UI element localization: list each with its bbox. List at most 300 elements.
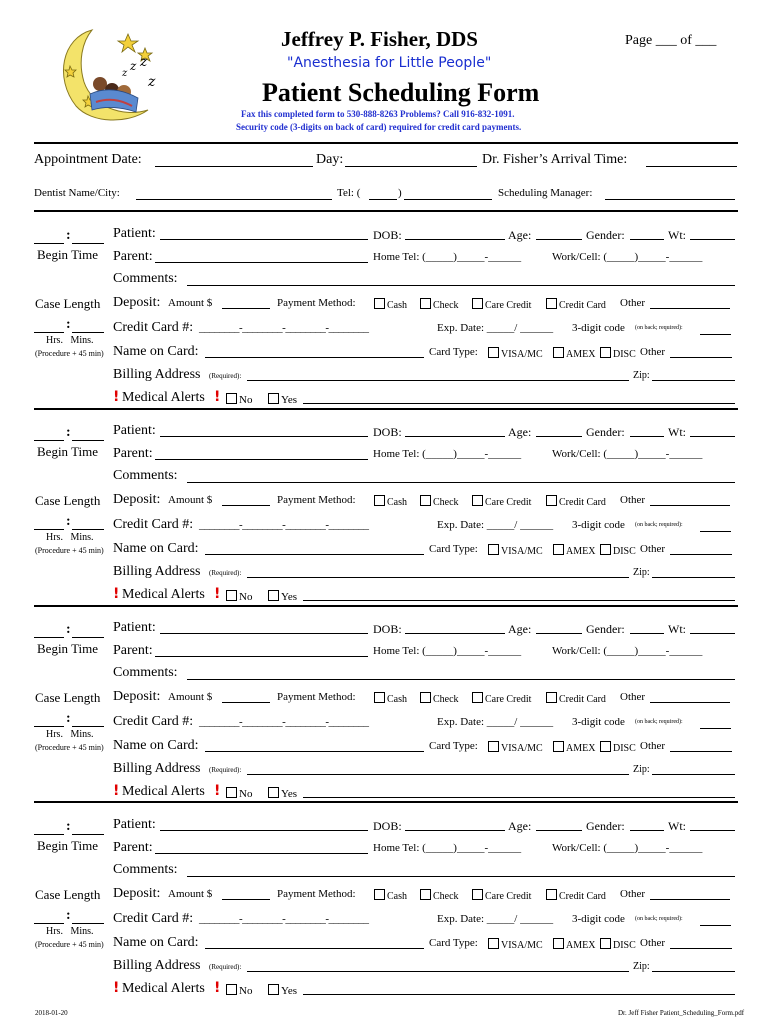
care-credit-label: Care Credit [485,497,532,508]
medical-alerts-label: Medical Alerts [122,587,205,602]
dob-field[interactable] [405,436,505,437]
case-length-label: Case Length [35,493,101,508]
amex-option[interactable] [553,347,595,360]
tel-label: Tel: ( [337,187,361,199]
alerts-no-option[interactable] [226,393,252,406]
exp-date-field[interactable]: Exp. Date: _____/ ______ [437,913,554,925]
yes-label: Yes [281,394,298,406]
gender-field[interactable] [630,436,664,437]
amex-option[interactable] [553,938,595,951]
visa-mc-option[interactable] [488,544,543,557]
amex-label: AMEX [566,940,596,951]
checkbox-icon[interactable] [374,495,385,506]
name-on-card-field[interactable] [205,554,424,555]
checkbox-icon[interactable] [268,984,279,995]
checkbox-icon[interactable] [600,347,611,358]
parent-label: Parent: [113,840,153,855]
amount-label: Amount $ [168,297,213,309]
check-label: Check [433,497,459,508]
length-hours-field[interactable] [34,726,64,727]
care-credit-option[interactable] [472,495,531,508]
day-label: Day: [316,152,344,167]
parent-name-field[interactable] [155,262,368,263]
alerts-yes-option[interactable] [268,590,297,603]
cash-option[interactable] [374,298,407,311]
block-divider [34,408,738,410]
checkbox-icon[interactable] [472,495,483,506]
amount-label: Amount $ [168,494,213,506]
disc-label: DISC [613,546,636,557]
home-tel-label: Home Tel: (_____)_____-______ [373,448,522,460]
other-payment-field[interactable] [650,702,730,703]
gender-label: Gender: [586,819,625,833]
checkbox-icon[interactable] [268,393,279,404]
moon-stars-logo-icon [52,26,168,126]
zip-label: Zip: [633,370,650,381]
comments-label: Comments: [113,665,178,680]
checkbox-icon[interactable] [420,692,431,703]
hrs-mins-label: Hrs. Mins. [46,926,94,937]
dentist-field[interactable] [136,199,332,200]
visa-mc-option[interactable] [488,741,543,754]
card-type-label: Card Type: [429,937,478,949]
work-cell-label: Work/Cell: (_____)_____-______ [552,645,703,657]
length-hours-field[interactable] [34,923,64,924]
scheduling-manager-label: Scheduling Manager: [498,187,593,199]
disc-label: DISC [613,743,636,754]
other-label: Other [620,494,646,506]
hrs-mins-label: Hrs. Mins. [46,729,94,740]
medical-alerts-label: Medical Alerts [122,390,205,405]
no-label: No [239,788,253,800]
cvv-label: 3-digit code [572,913,625,925]
card-type-label: Card Type: [429,740,478,752]
length-colon: : [66,908,71,923]
disc-option[interactable] [600,741,636,754]
begin-time-label: Begin Time [37,641,99,656]
appointment-date-label: Appointment Date: [34,152,142,167]
other-label: Other [620,888,646,900]
checkbox-icon[interactable] [553,938,564,949]
top-divider [34,210,738,212]
cash-option[interactable] [374,495,407,508]
credit-card-number-label: Credit Card #: [113,911,194,926]
zip-field[interactable] [652,380,735,381]
tel-area-field[interactable] [369,199,397,200]
disc-option[interactable] [600,544,636,557]
alert-icon: ! [113,783,120,799]
alert-icon: ! [214,586,221,602]
checkbox-icon[interactable] [374,692,385,703]
card-number-field[interactable]: ________-________-________-________ [199,716,369,728]
dentist-label: Dentist Name/City: [34,187,120,199]
disc-option[interactable] [600,938,636,951]
begin-minute-field[interactable] [72,440,104,441]
cvv-note: (on back; required): [635,325,683,331]
checkbox-icon[interactable] [553,741,564,752]
comments-label: Comments: [113,271,178,286]
visa-mc-label: VISA/MC [501,940,543,951]
no-label: No [239,985,253,997]
disc-label: DISC [613,940,636,951]
visa-mc-label: VISA/MC [501,349,543,360]
card-number-field[interactable]: ________-________-________-________ [199,913,369,925]
alert-icon: ! [113,389,120,405]
patient-block [0,214,770,411]
checkbox-icon[interactable] [420,298,431,309]
checkbox-icon[interactable] [488,347,499,358]
visa-mc-option[interactable] [488,347,543,360]
no-label: No [239,394,253,406]
other-payment-field[interactable] [650,308,730,309]
comments-label: Comments: [113,468,178,483]
care-credit-option[interactable] [472,889,531,902]
checkbox-icon[interactable] [472,889,483,900]
day-field[interactable] [345,166,477,167]
age-label: Age: [508,228,532,242]
amount-field[interactable] [222,899,270,900]
exp-date-field[interactable]: Exp. Date: _____/ ______ [437,322,554,334]
alerts-no-option[interactable] [226,787,252,800]
other-payment-field[interactable] [650,899,730,900]
length-minutes-field[interactable] [72,529,104,530]
length-colon: : [66,514,71,529]
required-note: (Required): [209,569,242,577]
credit-card-option[interactable] [546,298,606,311]
checkbox-icon[interactable] [553,544,564,555]
cash-label: Cash [387,300,407,311]
length-hours-field[interactable] [34,332,64,333]
checkbox-icon[interactable] [488,938,499,949]
weight-label: Wt: [668,819,686,833]
card-other-label: Other [640,937,666,949]
begin-minute-field[interactable] [72,834,104,835]
care-credit-label: Care Credit [485,891,532,902]
begin-minute-field[interactable] [72,637,104,638]
billing-address-field[interactable] [247,971,629,972]
cvv-note: (on back; required): [635,916,683,922]
checkbox-icon[interactable] [226,590,237,601]
hrs-mins-label: Hrs. Mins. [46,532,94,543]
alerts-yes-option[interactable] [268,787,297,800]
deposit-label: Deposit: [113,886,161,901]
home-tel-label: Home Tel: (_____)_____-______ [373,645,522,657]
svg-text:z: z [148,74,156,90]
cvv-field[interactable] [700,728,731,729]
name-on-card-field[interactable] [205,357,424,358]
age-field[interactable] [536,633,582,634]
parent-name-field[interactable] [155,459,368,460]
checkbox-icon[interactable] [226,393,237,404]
checkbox-icon[interactable] [374,298,385,309]
parent-name-field[interactable] [155,853,368,854]
arrival-time-label: Dr. Fisher’s Arrival Time: [482,152,628,167]
gender-field[interactable] [630,633,664,634]
payment-method-label: Payment Method: [277,494,356,506]
weight-field[interactable] [690,239,735,240]
checkbox-icon[interactable] [600,544,611,555]
comments-field[interactable] [187,876,735,877]
appointment-date-field[interactable] [155,166,313,167]
amex-option[interactable] [553,741,595,754]
card-other-field[interactable] [670,357,732,358]
billing-address-label: Billing Address [113,367,201,382]
comments-field[interactable] [187,285,735,286]
cash-option[interactable] [374,692,407,705]
alert-icon: ! [113,980,120,996]
footer-date: 2018-01-20 [35,1009,68,1017]
procedure-note: (Procedure + 45 min) [35,743,104,752]
page-of-label: Page ___ of ___ [625,33,717,48]
required-note: (Required): [209,372,242,380]
credit-card-label: Credit Card [559,694,606,705]
gender-label: Gender: [586,228,625,242]
cvv-note: (on back; required): [635,522,683,528]
name-on-card-label: Name on Card: [113,541,199,556]
credit-card-option[interactable] [546,692,606,705]
patient-name-field[interactable] [160,633,368,634]
medical-alerts-field[interactable] [303,600,735,601]
dob-label: DOB: [373,425,402,439]
checkbox-icon[interactable] [226,984,237,995]
dob-field[interactable] [405,830,505,831]
length-minutes-field[interactable] [72,332,104,333]
checkbox-icon[interactable] [420,495,431,506]
case-length-label: Case Length [35,690,101,705]
checkbox-icon[interactable] [268,787,279,798]
amount-field[interactable] [222,308,270,309]
card-other-label: Other [640,346,666,358]
amex-option[interactable] [553,544,595,557]
cvv-label: 3-digit code [572,716,625,728]
amount-field[interactable] [222,702,270,703]
zip-field[interactable] [652,774,735,775]
cash-label: Cash [387,694,407,705]
medical-alerts-field[interactable] [303,403,735,404]
weight-field[interactable] [690,830,735,831]
disc-label: DISC [613,349,636,360]
billing-address-label: Billing Address [113,564,201,579]
cvv-label: 3-digit code [572,519,625,531]
alert-icon: ! [214,389,221,405]
cvv-field[interactable] [700,531,731,532]
amex-label: AMEX [566,546,596,557]
card-number-field[interactable]: ________-________-________-________ [199,519,369,531]
zip-label: Zip: [633,764,650,775]
cvv-field[interactable] [700,334,731,335]
check-option[interactable] [420,889,459,902]
gender-field[interactable] [630,239,664,240]
name-on-card-field[interactable] [205,948,424,949]
form-title: Patient Scheduling Form [262,78,540,107]
tagline: "Anesthesia for Little People" [287,55,492,71]
patient-name-field[interactable] [160,436,368,437]
begin-hour-field[interactable] [34,440,64,441]
care-credit-option[interactable] [472,692,531,705]
weight-field[interactable] [690,633,735,634]
comments-field[interactable] [187,482,735,483]
comments-label: Comments: [113,862,178,877]
care-credit-option[interactable] [472,298,531,311]
gender-field[interactable] [630,830,664,831]
tel-number-field[interactable] [404,199,492,200]
procedure-note: (Procedure + 45 min) [35,940,104,949]
checkbox-icon[interactable] [268,590,279,601]
checkbox-icon[interactable] [546,889,557,900]
amex-label: AMEX [566,743,596,754]
procedure-note: (Procedure + 45 min) [35,546,104,555]
check-option[interactable] [420,495,459,508]
weight-label: Wt: [668,425,686,439]
length-hours-field[interactable] [34,529,64,530]
scheduling-manager-field[interactable] [605,199,735,200]
other-label: Other [620,297,646,309]
home-tel-label: Home Tel: (_____)_____-______ [373,842,522,854]
checkbox-icon[interactable] [472,298,483,309]
dob-field[interactable] [405,239,505,240]
patient-label: Patient: [113,226,156,241]
time-colon: : [66,622,71,637]
gender-label: Gender: [586,622,625,636]
parent-name-field[interactable] [155,656,368,657]
checkbox-icon[interactable] [226,787,237,798]
work-cell-label: Work/Cell: (_____)_____-______ [552,251,703,263]
billing-address-field[interactable] [247,774,629,775]
time-colon: : [66,425,71,440]
zip-label: Zip: [633,567,650,578]
card-type-label: Card Type: [429,543,478,555]
checkbox-icon[interactable] [553,347,564,358]
dob-field[interactable] [405,633,505,634]
time-colon: : [66,228,71,243]
card-other-field[interactable] [670,554,732,555]
cvv-label: 3-digit code [572,322,625,334]
name-on-card-label: Name on Card: [113,738,199,753]
care-credit-label: Care Credit [485,300,532,311]
begin-minute-field[interactable] [72,243,104,244]
logo [52,26,168,126]
fax-note: Fax this completed form to 530-888-8263 Problems? Call 916-832-1091. [241,109,515,119]
patient-label: Patient: [113,423,156,438]
checkbox-icon[interactable] [546,692,557,703]
checkbox-icon[interactable] [488,544,499,555]
hrs-mins-label: Hrs. Mins. [46,335,94,346]
credit-card-option[interactable] [546,495,606,508]
amex-label: AMEX [566,349,596,360]
yes-label: Yes [281,788,298,800]
tel-close: ) [398,187,402,199]
begin-hour-field[interactable] [34,834,64,835]
patient-name-field[interactable] [160,239,368,240]
length-minutes-field[interactable] [72,923,104,924]
credit-card-number-label: Credit Card #: [113,517,194,532]
parent-label: Parent: [113,643,153,658]
checkbox-icon[interactable] [600,741,611,752]
age-field[interactable] [536,239,582,240]
medical-alerts-field[interactable] [303,797,735,798]
billing-address-field[interactable] [247,380,629,381]
alerts-yes-option[interactable] [268,393,297,406]
disc-option[interactable] [600,347,636,360]
zip-field[interactable] [652,971,735,972]
patient-block [0,608,770,805]
patient-label: Patient: [113,817,156,832]
cash-option[interactable] [374,889,407,902]
other-payment-field[interactable] [650,505,730,506]
amount-label: Amount $ [168,888,213,900]
amount-field[interactable] [222,505,270,506]
billing-address-label: Billing Address [113,761,201,776]
care-credit-label: Care Credit [485,694,532,705]
alerts-no-option[interactable] [226,590,252,603]
checkbox-icon[interactable] [472,692,483,703]
parent-label: Parent: [113,249,153,264]
checkbox-icon[interactable] [420,889,431,900]
card-other-field[interactable] [670,948,732,949]
check-option[interactable] [420,692,459,705]
age-field[interactable] [536,436,582,437]
visa-mc-option[interactable] [488,938,543,951]
exp-date-field[interactable]: Exp. Date: _____/ ______ [437,519,554,531]
home-tel-label: Home Tel: (_____)_____-______ [373,251,522,263]
checkbox-icon[interactable] [374,889,385,900]
zip-field[interactable] [652,577,735,578]
dob-label: DOB: [373,228,402,242]
checkbox-icon[interactable] [600,938,611,949]
begin-hour-field[interactable] [34,243,64,244]
length-minutes-field[interactable] [72,726,104,727]
payment-method-label: Payment Method: [277,888,356,900]
deposit-label: Deposit: [113,295,161,310]
name-on-card-field[interactable] [205,751,424,752]
alert-icon: ! [214,980,221,996]
required-note: (Required): [209,766,242,774]
cvv-field[interactable] [700,925,731,926]
weight-field[interactable] [690,436,735,437]
medical-alerts-field[interactable] [303,994,735,995]
visa-mc-label: VISA/MC [501,743,543,754]
billing-address-field[interactable] [247,577,629,578]
check-label: Check [433,300,459,311]
credit-card-label: Credit Card [559,497,606,508]
check-option[interactable] [420,298,459,311]
card-other-field[interactable] [670,751,732,752]
comments-field[interactable] [187,679,735,680]
cvv-note: (on back; required): [635,719,683,725]
patient-name-field[interactable] [160,830,368,831]
checkbox-icon[interactable] [488,741,499,752]
patient-block [0,411,770,608]
dob-label: DOB: [373,622,402,636]
exp-date-field[interactable]: Exp. Date: _____/ ______ [437,716,554,728]
alerts-yes-option[interactable] [268,984,297,997]
arrival-time-field[interactable] [646,166,737,167]
age-field[interactable] [536,830,582,831]
card-number-field[interactable]: ________-________-________-________ [199,322,369,334]
checkbox-icon[interactable] [546,495,557,506]
alert-icon: ! [214,783,221,799]
begin-hour-field[interactable] [34,637,64,638]
credit-card-option[interactable] [546,889,606,902]
begin-time-label: Begin Time [37,838,99,853]
credit-card-number-label: Credit Card #: [113,714,194,729]
payment-method-label: Payment Method: [277,297,356,309]
age-label: Age: [508,819,532,833]
alerts-no-option[interactable] [226,984,252,997]
svg-text:z: z [122,68,128,79]
alert-icon: ! [113,586,120,602]
checkbox-icon[interactable] [546,298,557,309]
